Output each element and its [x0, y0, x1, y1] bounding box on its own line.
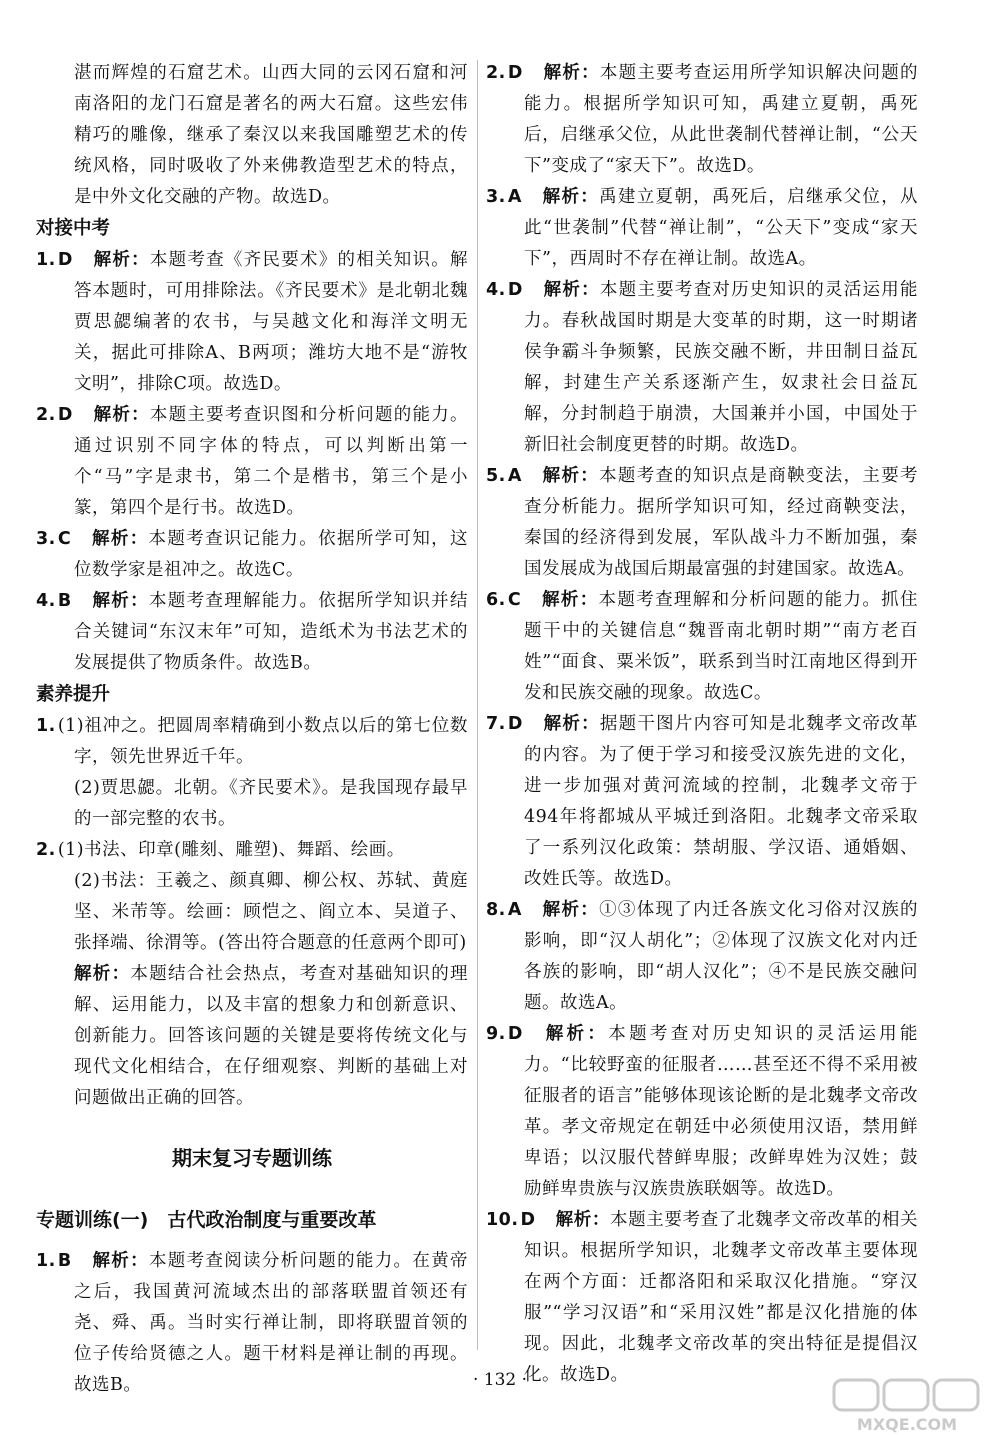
analysis-label: 解析：	[555, 1210, 611, 1230]
suyang-q1: 1. (1)祖冲之。把圆周率精确到小数点以后的第七位数字，领先世界近千年。	[36, 716, 468, 767]
watermark-logo	[832, 1378, 982, 1434]
column-divider	[477, 60, 478, 1350]
analysis-label: 解析：	[542, 714, 600, 734]
analysis-label: 解析：	[542, 1024, 609, 1044]
answer-item	[486, 461, 918, 585]
answer-letter: D	[507, 1024, 523, 1044]
answer-letter: B	[57, 591, 72, 611]
analysis-text: 本题考查的知识点是商鞅变法，主要考查分析能力。据所学知识可知，经过商鞅变法，秦国的经济得到发展，军队战斗力不断加强，秦国发展成为战国后期最富强的封建国家。故选A。	[524, 466, 919, 579]
answer-letter: D	[520, 1210, 536, 1230]
section-title-suyang: 素养提升	[36, 684, 111, 705]
answer-letter: C	[507, 590, 522, 610]
right-answer-list	[486, 58, 918, 1391]
answer-item	[36, 400, 468, 524]
analysis-text: 本题考查识记能力。依据所学可知，这位数学家是祖冲之。故选C。	[74, 529, 469, 580]
watermark-text: MXQE.COM	[856, 1415, 958, 1434]
suyang-q1-part2: (2)贾思勰。北朝。《齐民要术》。是我国现存最早的一部完整的农书。	[74, 778, 468, 829]
question-number: 4.	[486, 280, 506, 300]
right-column	[486, 58, 918, 1391]
analysis-label: 解析：	[541, 590, 599, 610]
question-number: 4.	[36, 591, 56, 611]
suyang-q2-part2: (2)书法：王羲之、颜真卿、柳公权、苏轼、黄庭坚、米芾等。绘画：顾恺之、阎立本、吴道子、张择端、徐渭等。(答出符合题意的任意两个即可)	[74, 871, 468, 953]
page-number: · 132 ·	[472, 1370, 528, 1390]
answer-item	[486, 709, 918, 895]
answer-item	[486, 1205, 918, 1391]
analysis-label: 解析：	[92, 250, 150, 270]
answer-item	[36, 245, 468, 400]
question-number: 2.	[486, 63, 506, 83]
question-number: 3.	[486, 187, 506, 207]
analysis-text: 本题主要考查对历史知识的灵活运用能力。春秋战国时期是大变革的时期，这一时期诸侯争霸斗争频繁，民族交融不断，井田制日益瓦解，封建生产关系逐渐产生，奴隶社会日益瓦解，分封制趋于崩溃，大国兼并小国，中国处于新旧社会制度更替的时期。故选D。	[524, 280, 919, 455]
analysis-label: 解析：	[91, 1251, 149, 1271]
analysis-text: 本题考查阅读分析问题的能力。在黄帝之后，我国黄河流域杰出的部落联盟首领还有尧、舜、禹。当时实行禅让制，即将联盟首领的位子传给贤德之人。题干材料是禅让制的再现。故选B。	[74, 1251, 468, 1395]
answer-item	[486, 182, 918, 275]
question-number: 3.	[36, 529, 56, 549]
answer-item	[36, 524, 468, 586]
question-number: 10.	[486, 1210, 519, 1230]
question-number: 1.	[36, 716, 56, 736]
analysis-text: 本题主要考查运用所学知识解决问题的能力。根据所学知识可知，禹建立夏朝，禹死后，启继承父位，从此世袭制代替禅让制，“公天下”变成了“家天下”。故选D。	[524, 63, 919, 176]
review-title: 期末复习专题训练	[172, 1146, 332, 1170]
suyang-q2-analysis: 解析：本题结合社会热点，考查对基础知识的理解、运用能力，以及丰富的想象力和创新意识、创新能力。回答该问题的关键是要将传统文化与现代文化相结合，在仔细观察、判断的基础上对问题做出正确的回答。	[74, 964, 469, 1108]
analysis-text: 本题考查理解能力。依据所学知识并结合关键词“东汉末年”可知，造纸术为书法艺术的发展提供了物质条件。故选B。	[74, 591, 468, 673]
answer-letter: A	[507, 900, 522, 920]
answer-item	[486, 58, 918, 182]
topic-title: 专题训练(一) 古代政治制度与重要改革	[36, 1209, 377, 1231]
answer-item	[486, 585, 918, 709]
question-number: 7.	[486, 714, 506, 734]
question-number: 1.	[36, 250, 56, 270]
analysis-text: 本题考查《齐民要术》的相关知识。解答本题时，可用排除法。《齐民要术》是北朝北魏贾思勰编著的农书，与吴越文化和海洋文明无关，据此可排除A、B两项；潍坊大地不是“游牧文明”，排除C项。故选D。	[74, 250, 469, 394]
answer-letter: D	[507, 280, 523, 300]
answer-letter: B	[57, 1251, 72, 1271]
answer-letter: C	[57, 529, 72, 549]
analysis-text: 据题干图片内容可知是北魏孝文帝改革的内容。为了便于学习和接受汉族先进的文化，进一步加强对黄河流域的控制，北魏孝文帝于494年将都城从平城迁到洛阳。北魏孝文帝采取了一系列汉化政策：禁胡服、学汉语、通婚姻、改姓氏等。故选D。	[524, 714, 919, 889]
answer-letter: D	[507, 714, 523, 734]
answer-item	[486, 1019, 918, 1205]
analysis-text: 本题考查理解和分析问题的能力。抓住题干中的关键信息“魏晋南北朝时期”“南方老百姓”“面食、粟米饭”，联系到当时江南地区得到开发和民族交融的现象。故选C。	[524, 590, 919, 703]
question-number: 8.	[486, 900, 506, 920]
question-number: 2.	[36, 840, 56, 860]
analysis-label: 解析：	[92, 405, 150, 425]
answer-item	[486, 895, 918, 1019]
analysis-text: 本题考查对历史知识的灵活运用能力。“比较野蛮的征服者……甚至还不得不采用被征服者的语言”能够体现该论断的是北魏孝文帝改革。孝文帝规定在朝廷中必须使用汉语，禁用鲜卑语；以汉服代替鲜卑服；改鲜卑姓为汉姓；鼓励鲜卑贵族与汉族贵族联姻等。故选D。	[524, 1024, 919, 1199]
analysis-label: 解析：	[541, 187, 600, 207]
question-number: 2.	[36, 405, 56, 425]
answer-letter: D	[57, 405, 73, 425]
analysis-text: 本题主要考查了北魏孝文帝改革的相关知识。根据所学知识，北魏孝文帝改革主要体现在两个方面：迁都洛阳和采取汉化措施。“穿汉服”“学习汉语”和“采用汉姓”都是汉化措施的体现。因此，北魏孝文帝改革的突出特征是提倡汉化。故选D。	[524, 1210, 919, 1385]
analysis-label: 解析：	[91, 529, 149, 549]
left-column	[36, 58, 468, 1401]
answer-item	[36, 586, 468, 679]
intro-continuation: 湛而辉煌的石窟艺术。山西大同的云冈石窟和河南洛阳的龙门石窟是著名的两大石窟。这些宏伟精巧的雕像，继承了秦汉以来我国雕塑艺术的传统风格，同时吸收了外来佛教造型艺术的特点，是中外文化交融的产物。故选D。	[74, 63, 468, 207]
question-number: 5.	[486, 466, 506, 486]
suyang-q2: 2. (1)书法、印章(雕刻、雕塑)、舞蹈、绘画。	[36, 840, 405, 860]
answer-letter: D	[57, 250, 73, 270]
analysis-label: 解析：	[541, 466, 600, 486]
answer-letter: A	[507, 466, 522, 486]
section-duijie-list	[36, 245, 468, 679]
question-number: 6.	[486, 590, 506, 610]
analysis-label: 解析：	[541, 900, 600, 920]
analysis-label: 解析：	[542, 280, 600, 300]
question-number: 1.	[36, 1251, 56, 1271]
section-title-duijie: 对接中考	[36, 218, 111, 239]
answer-letter: D	[507, 63, 523, 83]
analysis-text: ①③体现了内迁各族文化习俗对汉族的影响，即“汉人胡化”；②体现了汉族文化对内迁各族的影响，即“胡人汉化”；④不是民族交融问题。故选A。	[524, 900, 919, 1013]
answer-letter: A	[507, 187, 522, 207]
analysis-label: 解析：	[74, 964, 131, 984]
analysis-text: 本题主要考查识图和分析问题的能力。通过识别不同字体的特点，可以判断出第一个“马”字是隶书，第二个是楷书，第三个是小篆，第四个是行书。故选D。	[74, 405, 469, 518]
analysis-label: 解析：	[542, 63, 600, 83]
answer-item	[486, 275, 918, 461]
analysis-label: 解析：	[91, 591, 149, 611]
question-number: 9.	[486, 1024, 506, 1044]
analysis-text: 禹建立夏朝，禹死后，启继承父位，从此“世袭制”代替“禅让制”，“公天下”变成“家天下”，西周时不存在禅让制。故选A。	[524, 187, 919, 269]
